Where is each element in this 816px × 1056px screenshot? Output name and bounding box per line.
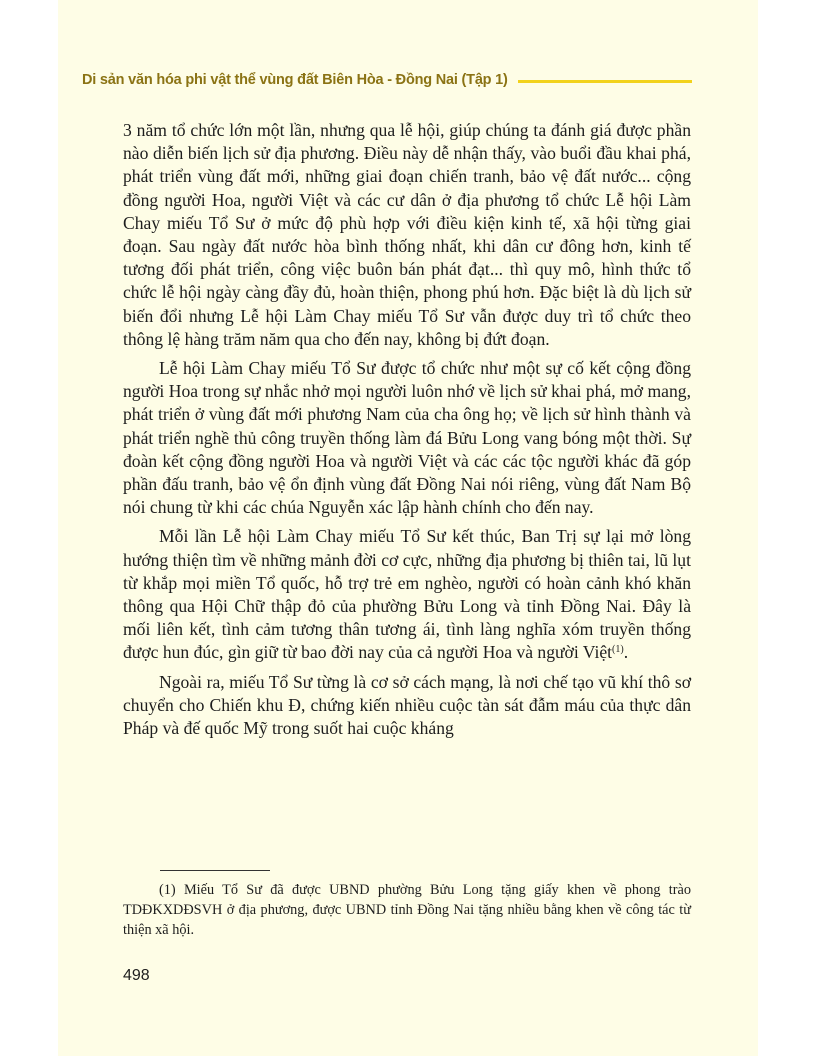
- footnote-reference[interactable]: (1): [612, 644, 624, 656]
- paragraph-3: Mỗi lần Lễ hội Làm Chay miếu Tổ Sư kết thúc, Ban Trị sự lại mở lòng hướng thiện tìm về những mảnh đời cơ cực, những địa phương bị thiên tai, lũ lụt từ khắp mọi miền Tổ quốc, hỗ trợ trẻ em nghèo, người có hoàn cảnh khó khăn thông qua Hội Chữ thập đỏ của phường Bửu Long và tỉnh Đồng Nai. Đây là mối liên kết, tình cảm tương thân tương ái, tình làng nghĩa xóm truyền thống được hun đúc, gìn giữ từ bao đời nay của cả người Hoa và người Việt$^{(1)}$.: [123, 526, 691, 663]
- body-text: [123, 119, 691, 746]
- footnote: (1) Miếu Tổ Sư đã được UBND phường Bửu Long tặng giấy khen về phong trào TDĐKXDĐSVH ở địa phương, được UBND tỉnh Đồng Nai tặng nhiều bằng khen về công tác từ thiện xã hội.: [123, 882, 691, 938]
- header-rule: [518, 80, 692, 83]
- page-number: 498: [123, 967, 150, 984]
- paragraph-3-text: Mỗi lần Lễ hội Làm Chay miếu Tổ Sư kết thúc, Ban Trị sự lại mở lòng hướng thiện tìm về những mảnh đời cơ cực, những địa phương bị thiên tai, lũ lụt từ khắp mọi miền Tổ quốc, hỗ trợ trẻ em nghèo, người có hoàn cảnh khó khăn thông qua Hội Chữ thập đỏ của phường Bửu Long và tỉnh Đồng Nai. Đây là mối liên kết, tình cảm tương thân tương ái, tình làng nghĩa xóm truyền thống được hun đúc, gìn giữ từ bao đời nay của cả người Hoa và người Việt: [123, 526, 691, 663]
- paragraph-1: 3 năm tổ chức lớn một lần, nhưng qua lễ hội, giúp chúng ta đánh giá được phần nào diễn biến lịch sử địa phương. Điều này dễ nhận thấy, vào buổi đầu khai phá, phát triển vùng đất mới, những giai đoạn chiến tranh, bảo vệ đất nước... cộng đồng người Hoa, người Việt và các cư dân ở địa phương tổ chức Lễ hội Làm Chay miếu Tổ Sư ở mức độ phù hợp với điều kiện kinh tế, xã hội từng giai đoạn. Sau ngày đất nước hòa bình thống nhất, khi dân cư đông hơn, kinh tế tương đối phát triển, công việc buôn bán phát đạt... thì quy mô, hình thức tổ chức lễ hội ngày càng đầy đủ, hoàn thiện, phong phú hơn. Đặc biệt là dù lịch sử biến đổi nhưng Lễ hội Làm Chay miếu Tổ Sư vẫn được duy trì tổ chức theo thông lệ hàng trăm năm qua cho đến nay, không bị đứt đoạn.: [123, 120, 691, 349]
- paragraph-2: Lễ hội Làm Chay miếu Tổ Sư được tổ chức như một sự cố kết cộng đồng người Hoa trong sự nhắc nhở mọi người luôn nhớ về lịch sử khai phá, mở mang, phát triển ở vùng đất mới phương Nam của cha ông họ; về lịch sử hình thành và phát triển nghề thủ công truyền thống làm đá Bửu Long vang bóng một thời. Sự đoàn kết cộng đồng người Hoa và người Việt và các các tộc người khác đã góp phần đấu tranh, bảo vệ ổn định vùng đất Đồng Nai nói riêng, vùng đất Nam Bộ nói chung từ khi các chúa Nguyễn xác lập hành chính cho đến nay.: [123, 358, 691, 518]
- paragraph-4: Ngoài ra, miếu Tổ Sư từng là cơ sở cách mạng, là nơi chế tạo vũ khí thô sơ chuyển cho Chiến khu Đ, chứng kiến nhiều cuộc tàn sát đẫm máu của thực dân Pháp và đế quốc Mỹ trong suốt hai cuộc kháng: [123, 671, 691, 739]
- header-title: Di sản văn hóa phi vật thể vùng đất Biên Hòa - Đồng Nai (Tập 1): [82, 72, 508, 88]
- footnote-separator: [160, 870, 270, 871]
- running-header: [82, 68, 692, 92]
